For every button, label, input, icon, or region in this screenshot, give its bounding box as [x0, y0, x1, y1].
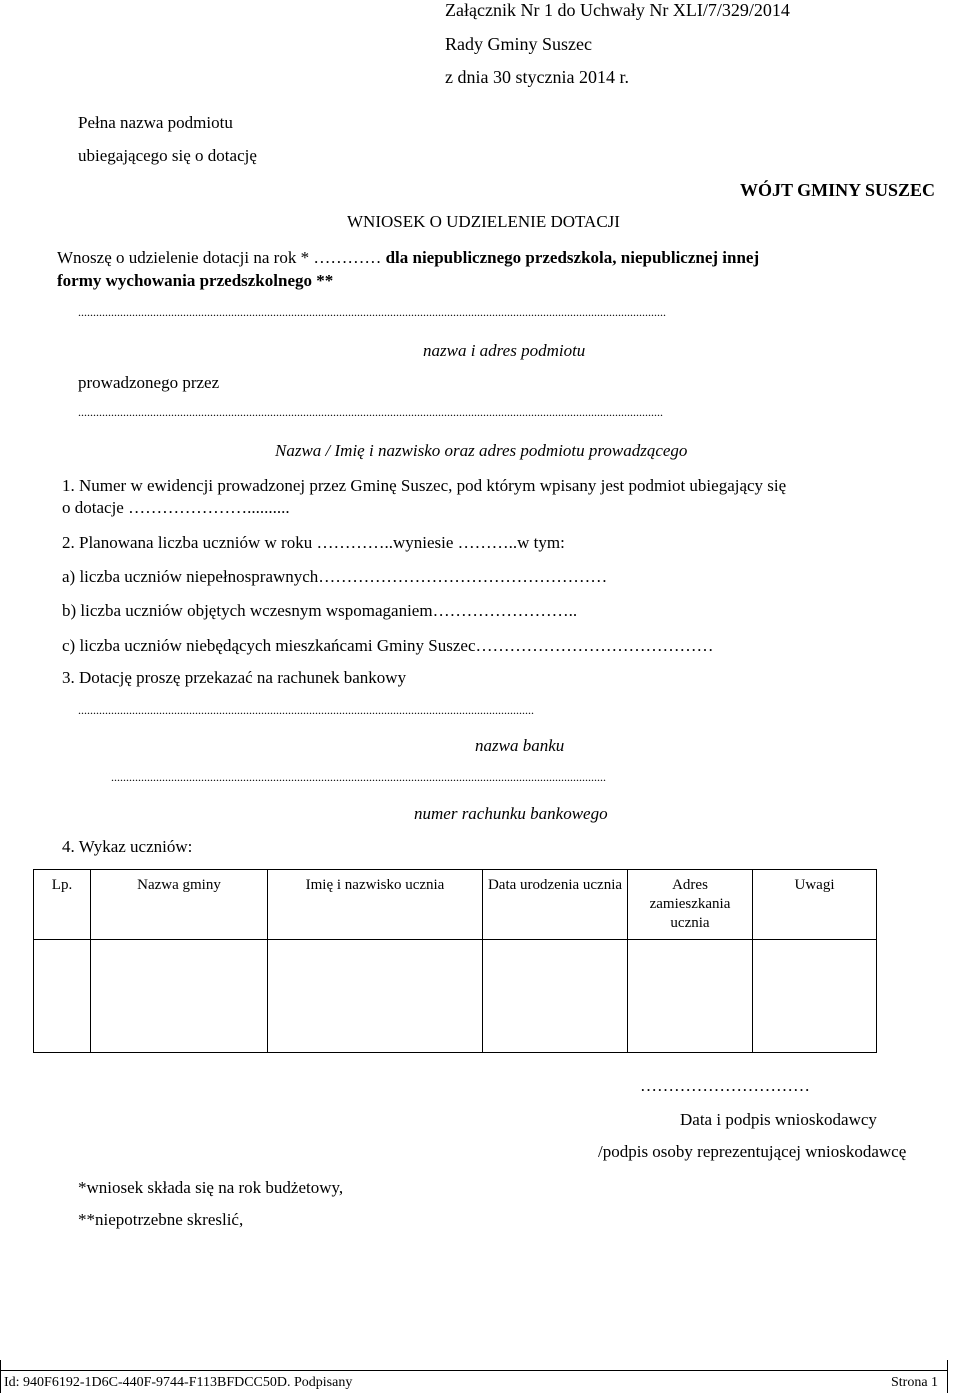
section2-b: b) liczba uczniów objętych wczesnym wspomaganiem……………………..	[62, 601, 578, 620]
annex-header-line1: Załącznik Nr 1 do Uchwały Nr XLI/7/329/2014	[445, 0, 790, 20]
intro-line1	[57, 248, 960, 268]
section2-c: c) liczba uczniów niebędących mieszkańcami Gminy Suszec……………………………………	[62, 636, 714, 655]
section1-line2: o dotacje …………………..........	[62, 498, 290, 517]
intro-year-dots: …………	[313, 248, 386, 267]
cell-remarks[interactable]	[753, 940, 877, 1053]
footer-right-rule	[947, 1360, 948, 1393]
signature-label: Data i podpis wnioskodawcy	[680, 1110, 877, 1129]
header-municipality: Nazwa gminy	[91, 870, 268, 940]
header-lp: Lp.	[34, 870, 91, 940]
account-dots: .....................................................................................................................................................................	[111, 770, 606, 784]
section2-line: 2. Planowana liczba uczniów w roku …………..wyniesie ………..w tym:	[62, 533, 565, 552]
addressee: WÓJT GMINY SUSZEC	[740, 180, 936, 200]
bank-caption: nazwa banku	[475, 736, 565, 755]
signature-sublabel: /podpis osoby reprezentującej wnioskodawcę	[598, 1142, 907, 1161]
footer-left-rule	[0, 1360, 1, 1393]
students-table	[33, 869, 877, 1053]
section4-line: 4. Wykaz uczniów:	[62, 837, 193, 856]
cell-birth-date[interactable]	[483, 940, 628, 1053]
operator-caption: Nazwa / Imię i nazwisko oraz adres podmiotu prowadzącego	[275, 441, 688, 460]
applicant-label-line2: ubiegającego się o dotację	[78, 146, 257, 165]
cell-lp[interactable]	[34, 940, 91, 1053]
cell-student-name[interactable]	[268, 940, 483, 1053]
section3-line: 3. Dotację proszę przekazać na rachunek bankowy	[62, 668, 407, 687]
footer-page-number: Strona 1	[891, 1375, 939, 1390]
intro-line2: formy wychowania przedszkolnego **	[57, 271, 334, 290]
run-by-label: prowadzonego przez	[78, 373, 220, 392]
annex-header-line2: Rady Gminy Suszec	[445, 34, 592, 54]
intro-bold-text: dla niepublicznego przedszkola, niepublicznej innej	[385, 248, 760, 267]
bank-dots: ........................................................................................................................................................	[78, 703, 534, 717]
header-student-name: Imię i nazwisko ucznia	[268, 870, 483, 940]
signature-dots: …………………………	[640, 1076, 810, 1095]
applicant-label-line1: Pełna nazwa podmiotu	[78, 113, 233, 132]
account-caption: numer rachunku bankowego	[414, 804, 608, 823]
entity-dots: ....................................................................................................................................................................................................	[78, 305, 666, 319]
footer-document-id: Id: 940F6192-1D6C-440F-9744-F113BFDCC50D. Podpisany	[4, 1375, 353, 1390]
operator-dots: ...................................................................................................................................................................................................	[78, 405, 663, 419]
table-header-row	[34, 870, 877, 940]
cell-address[interactable]	[628, 940, 753, 1053]
footer-rule	[0, 1370, 948, 1371]
cell-municipality[interactable]	[91, 940, 268, 1053]
note-strike-out: **niepotrzebne skreslić,	[78, 1210, 244, 1229]
form-title: WNIOSEK O UDZIELENIE DOTACJI	[347, 212, 620, 231]
header-birth-date: Data urodzenia ucznia	[483, 870, 628, 940]
section1-line1: 1. Numer w ewidencji prowadzonej przez Gminę Suszec, pod którym wpisany jest podmiot ubiegający się	[62, 476, 787, 495]
header-address: Adres zamieszkania ucznia	[628, 870, 753, 940]
table-row	[34, 940, 877, 1053]
entity-caption: nazwa i adres podmiotu	[423, 341, 586, 360]
header-remarks: Uwagi	[753, 870, 877, 940]
intro-text: Wnoszę o udzielenie dotacji na rok *	[57, 248, 310, 267]
note-budget-year: *wniosek składa się na rok budżetowy,	[78, 1178, 344, 1197]
section2-a: a) liczba uczniów niepełnosprawnych……………………………………………	[62, 567, 608, 586]
annex-header-line3: z dnia 30 stycznia 2014 r.	[445, 67, 629, 87]
